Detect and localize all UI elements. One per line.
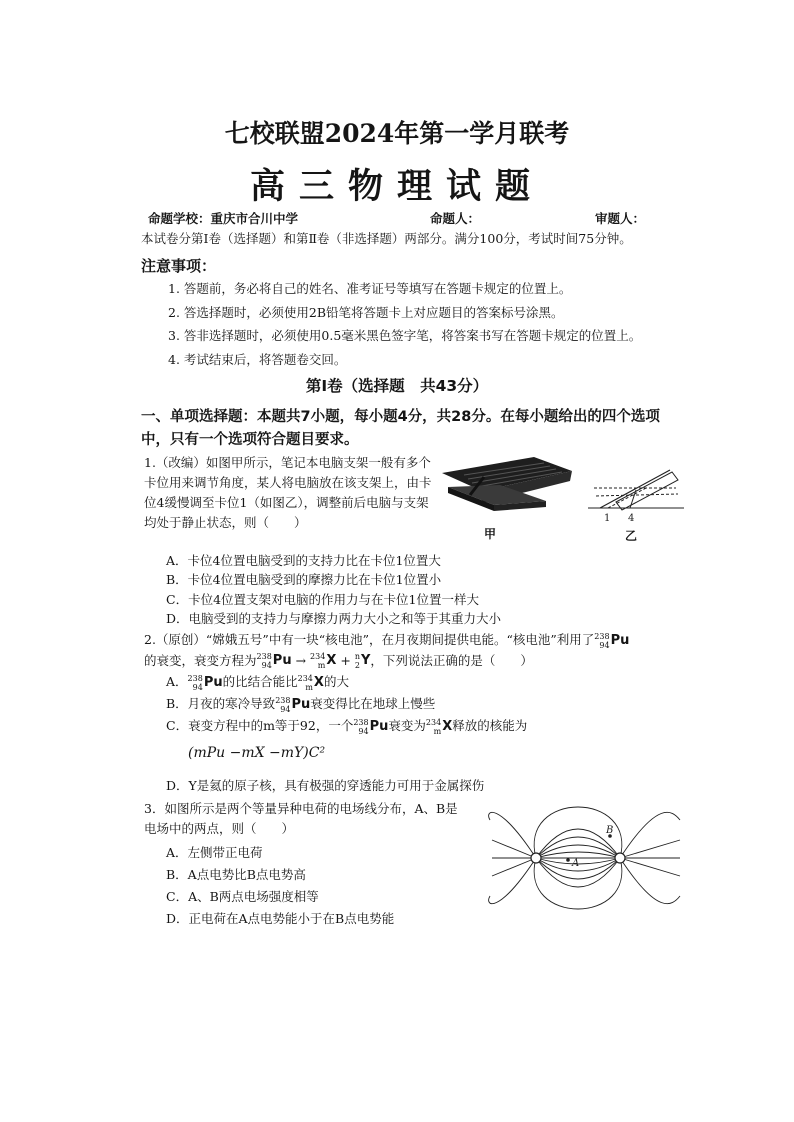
notice-item: 3. 答非选择题时，必须使用0.5毫米黑色签字笔，将答案书写在答题卡规定的位置上。 bbox=[168, 328, 642, 343]
question-1-option-b: B．卡位4位置电脑受到的摩擦力比在卡位1位置小 bbox=[166, 572, 442, 587]
question-3-stem: 3．如图所示是两个等量异种电荷的电场线分布，A、B是电场中的两点，则（ ） bbox=[144, 801, 458, 836]
notice-item: 2. 答选择题时，必须使用2B铅笔将答题卡上对应题目的答案标号涂黑。 bbox=[168, 304, 564, 320]
right-charge bbox=[615, 853, 625, 863]
figure-jia-label: 甲 bbox=[484, 527, 497, 541]
figure-yi-label: 乙 bbox=[625, 529, 638, 543]
question-2-option-a: A． 238 94 Pu 的比结合能比 234 m X 的大 bbox=[166, 673, 349, 692]
electric-field-lines-diagram bbox=[488, 800, 684, 920]
question-3-option-d: D．正电荷在A点电势能小于在B点电势能 bbox=[166, 911, 395, 926]
point-a-label: A bbox=[572, 858, 580, 869]
reviewer-label: 审题人： bbox=[595, 211, 646, 226]
question-1-option-c: C．卡位4位置支架对电脑的作用力与在卡位1位置一样大 bbox=[166, 592, 479, 607]
notice-heading: 注意事项： bbox=[141, 257, 217, 275]
question-2-option-d: D．Y是氦的原子核，具有极强的穿透能力可用于金属探伤 bbox=[166, 778, 485, 793]
exam-intro: 本试卷分第Ⅰ卷（选择题）和第Ⅱ卷（非选择题）两部分。满分100分，考试时间75分钟。 bbox=[141, 231, 632, 246]
question-2-option-b: B．月夜的寒冷导致 238 94 Pu 衰变得比在地球上慢些 bbox=[166, 695, 436, 714]
notice-item: 4. 考试结束后，将答题卷交回。 bbox=[168, 351, 347, 367]
pu-nuclide: 238 94 Pu bbox=[594, 631, 630, 650]
section-heading: 第Ⅰ卷（选择题 共43分） bbox=[305, 377, 489, 395]
slot-1-label: 1 bbox=[604, 513, 611, 524]
question-2-option-c: C．衰变方程中的m等于92，一个 238 94 Pu 衰变为 234 m X 释放的核能为 bbox=[166, 717, 528, 736]
setter-label: 命题人： bbox=[430, 211, 481, 226]
question-2-stem: 2.（原创）“嫦娥五号”中有一块“核电池”，在月夜期间提供电能。“核电池”利用了 238 94 Pu 的衰变，衰变方程为 238 94 Pu → 234 m X + n 2 Y ，下列说法正确的是（ ） bbox=[144, 631, 630, 670]
part-heading: 一、单项选择题：本题共7小题，每小题4分，共28分。在每小题给出的四个选项中，只有一个选项符合题目要求。 bbox=[141, 409, 660, 448]
left-charge bbox=[531, 853, 541, 863]
question-1-option-d: D．电脑受到的支持力与摩擦力两力大小之和等于其重力大小 bbox=[166, 611, 502, 626]
y-nuclide: n 2 Y bbox=[354, 652, 371, 670]
question-3-option-b: B．A点电势比B点电势高 bbox=[166, 867, 306, 882]
question-1-option-a: A．卡位4位置电脑受到的支持力比在卡位1位置大 bbox=[166, 553, 441, 568]
laptop-stand-photo bbox=[434, 455, 576, 523]
question-1-stem: 1.（改编）如图甲所示，笔记本电脑支架一般有多个卡位用来调节角度，某人将电脑放在该支架上，由卡位4缓慢调至卡位1（如图乙），调整前后电脑与支架均处于静止状态，则（ ） bbox=[144, 455, 432, 530]
exam-title: 七校联盟2024年第一学月联考 bbox=[224, 119, 570, 148]
stand-angle-diagram bbox=[586, 462, 686, 526]
arrow-symbol: → bbox=[295, 652, 307, 668]
question-3-option-a: A．左侧带正电荷 bbox=[166, 845, 263, 860]
exam-subject-title: 高三物理试题 bbox=[249, 166, 544, 207]
x-nuclide: 234 m X bbox=[310, 652, 337, 670]
pu-nuclide: 238 94 Pu bbox=[256, 652, 292, 670]
notice-item: 1. 答题前，务必将自己的姓名、准考证号等填写在答题卡规定的位置上。 bbox=[168, 281, 572, 296]
question-3-option-c: C．A、B两点电场强度相等 bbox=[166, 889, 319, 904]
school-label: 命题学校：重庆市合川中学 bbox=[148, 211, 299, 226]
nuclear-energy-formula: (mPu −mX −mY)C² bbox=[188, 745, 326, 761]
plus-symbol: + bbox=[340, 652, 351, 668]
point-b-label: B bbox=[606, 825, 614, 836]
slot-4-label: 4 bbox=[628, 513, 635, 524]
notice-list bbox=[168, 279, 641, 373]
